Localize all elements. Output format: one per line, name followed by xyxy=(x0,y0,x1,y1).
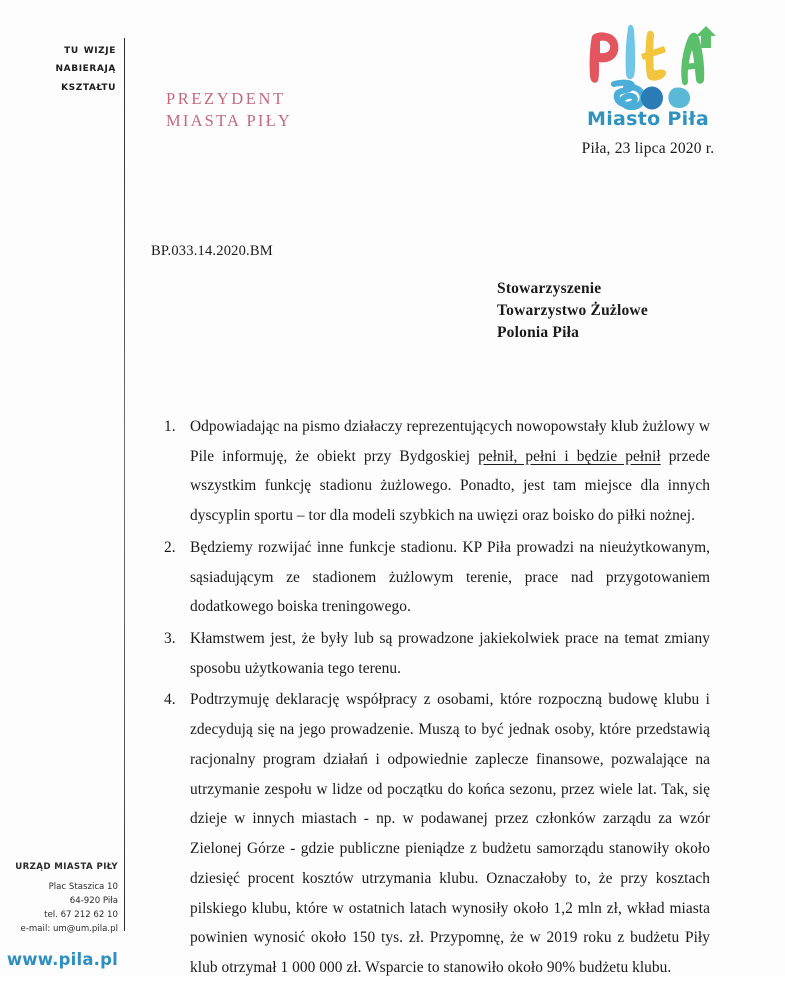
list-item xyxy=(152,533,710,622)
date-line: Piła, 23 lipca 2020 r. xyxy=(581,140,715,157)
paragraph-2-text: Będziemy rozwijać inne funkcje stadionu. KP Piła prowadzi na nieużytkowanym, sąsiadującym ze stadionem żużlowym terenie, prace nad przygotowaniem dodatkowego boiska treningowego. xyxy=(190,538,710,616)
footer-address xyxy=(6,881,118,937)
footer-address-line-1: Plac Staszica 10 xyxy=(48,882,118,892)
paragraph-1-underlined-phrase: pełnił, pełni i będzie pełnił xyxy=(478,447,661,465)
sender-title-line-2: MIASTA PIŁY xyxy=(166,110,293,130)
reference-number: BP.033.14.2020.BM xyxy=(151,243,273,259)
slogan-line-2: nabierają xyxy=(55,59,116,75)
footer-address-line-2: 64-920 Piła xyxy=(69,895,118,906)
list-item xyxy=(152,685,710,982)
letter-body xyxy=(152,412,710,985)
city-logo-block xyxy=(548,18,748,158)
paragraph-1-before: Odpowiadając na pismo działaczy reprezentujących nowopowstały klub żużlowy w Pile informuję, że obiekt przy Bydgoskiej xyxy=(190,418,710,465)
slogan-line-3: kształtu xyxy=(61,77,116,93)
slogan-line-1: tu wizje xyxy=(64,41,116,56)
footer-website-link[interactable]: www.pila.pl xyxy=(6,949,118,969)
recipient-line-3: Polonia Piła xyxy=(497,324,580,341)
list-item xyxy=(152,624,710,683)
sender-title xyxy=(166,88,292,132)
footer-email: e-mail: um@um.pila.pl xyxy=(20,923,118,934)
list-item xyxy=(152,412,710,531)
recipient-line-1: Stowarzyszenie xyxy=(497,280,602,297)
sender-title-line-1: PREZYDENT xyxy=(166,89,286,108)
footer-organization: URZĄD MIASTA PIŁY xyxy=(15,862,118,872)
recipient-line-2: Towarzystwo Żużlowe xyxy=(497,302,648,319)
letterhead-slogan xyxy=(16,40,116,95)
paragraph-1-after: przede wszystkim funkcję stadionu żużlowego. Ponadto, jest tam miejsce dla innych dyscyplin sportu – tor dla modeli szybkich na uwięzi oraz boisko do piłki nożnej. xyxy=(190,447,711,525)
paragraph-1-text xyxy=(190,412,710,531)
footer-contact-block xyxy=(6,862,118,969)
recipient-address-block xyxy=(497,278,648,344)
footer-phone: tel. 67 212 62 10 xyxy=(44,909,118,920)
vertical-divider-rule xyxy=(124,38,125,931)
paragraph-3-text: Kłamstwem jest, że były lub są prowadzone jakiekolwiek prace na temat zmiany sposobu użytkowania tego terenu. xyxy=(190,630,710,677)
logo-city-label: Miasto Piła xyxy=(587,108,709,130)
pila-500-logo-icon xyxy=(578,18,718,110)
paragraph-4-text: Podtrzymuję deklarację współpracy z osobami, które rozpoczną budowę klubu i zdecydują się na jego prowadzenie. Muszą to być jednak osoby, które przedstawią racjonalny program działań i odpowiednie zaplecze finansowe, pozwalające na utrzymanie zespołu w lidze od początku do końca sezonu, przez wiele lat. Tak, się dzieje w innych miastach - np. w podawanej przez członków zarządu za wzór Zielonej Górze - gdzie publiczne pieniądze z budżetu samorządu stanowiły około dziesięć procent kosztów utrzymania klubu. Oznaczałoby to, że przy kosztach pilskiego klubu, które w ostatnich latach wynosiły około 1,2 mln zł, wkład miasta powinien wynosić około 150 tys. zł. Przypomnę, że w 2019 roku z budżetu Piły klub otrzymał 1 000 000 zł. Wsparcie to stanowiło około 90% budżetu klubu. xyxy=(190,691,710,976)
numbered-paragraph-list xyxy=(152,412,710,983)
